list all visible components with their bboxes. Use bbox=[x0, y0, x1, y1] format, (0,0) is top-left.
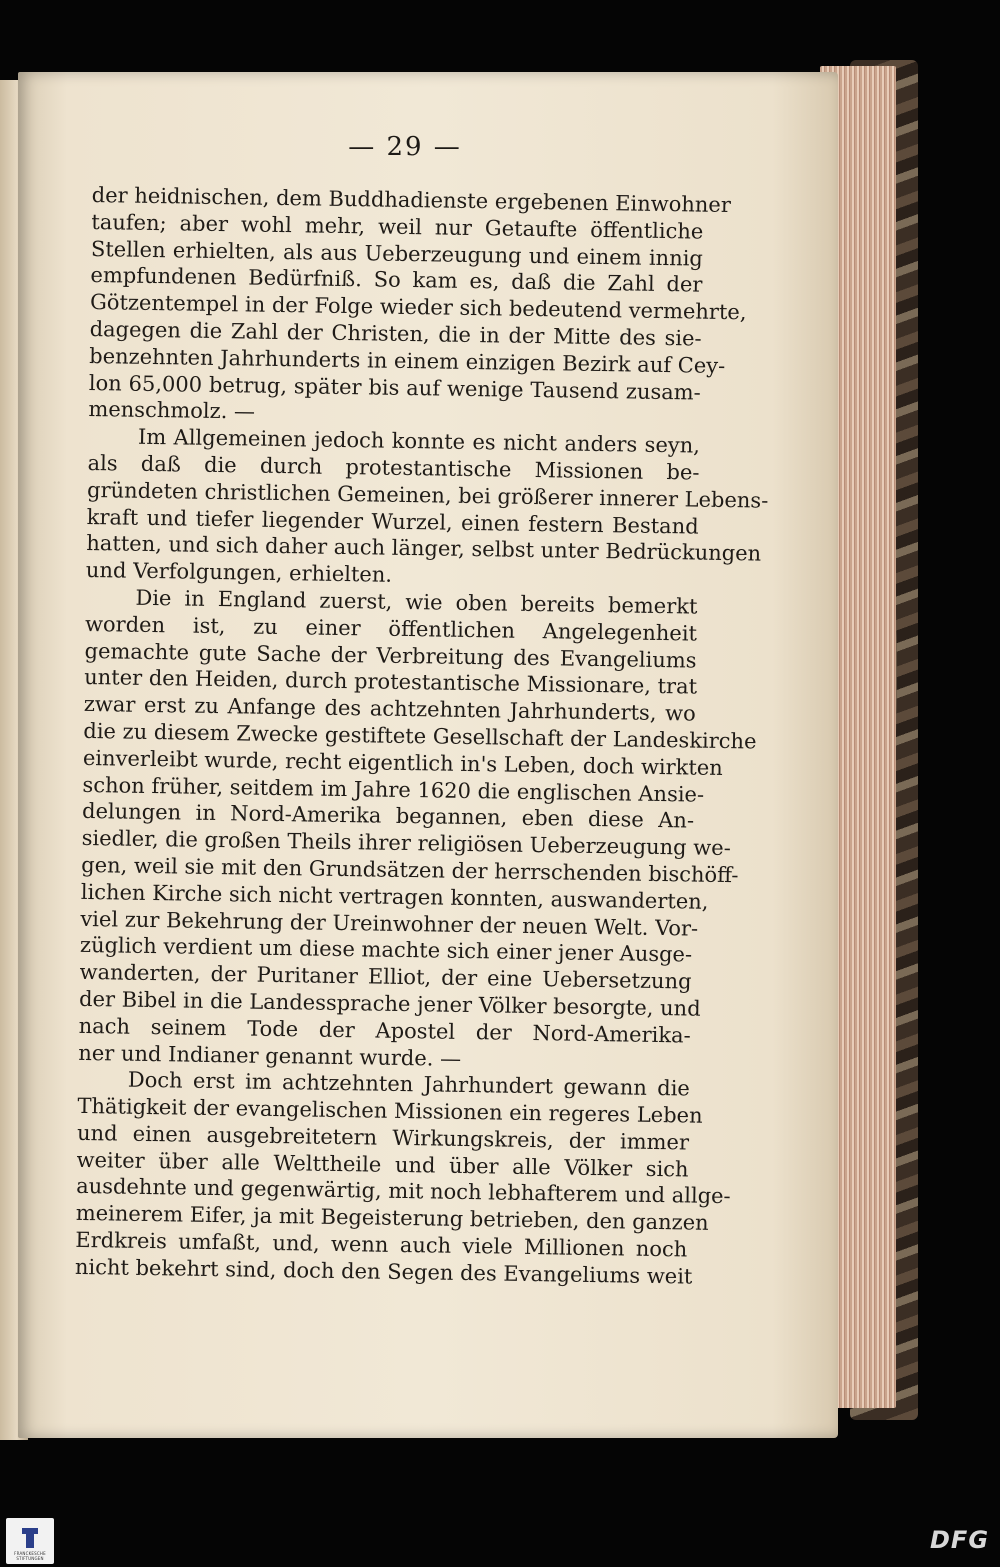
text-line: gemachte gute Sache der Verbreitung des Evangeliums bbox=[84, 638, 697, 673]
page-number: — 29 — bbox=[348, 132, 462, 162]
text-line: der heidnischen, dem Buddhadienste ergebenen Einwohner bbox=[91, 182, 732, 218]
text-line: gründeten christlichen Gemeinen, bei größerer innerer Lebens- bbox=[86, 477, 769, 513]
text-line: lichen Kirche sich nicht vertragen konnten, auswanderten, bbox=[80, 879, 709, 914]
text-line: einverleibt wurde, recht eigentlich in's Leben, doch wirkten bbox=[82, 745, 723, 780]
franckesche-stiftungen-logo bbox=[6, 1518, 54, 1564]
text-line: ausdehnte und gegenwärtig, mit noch lebhafterem und allge- bbox=[76, 1174, 731, 1209]
text-line: lon 65,000 betrug, später bis auf wenige Tausend zusam- bbox=[88, 370, 701, 405]
page-body-text bbox=[74, 182, 769, 1290]
left-logo-text: FRANCKESCHE STIFTUNGEN bbox=[14, 1551, 46, 1561]
text-line: worden ist, zu einer öffentlichen Angelegenheit bbox=[84, 611, 698, 646]
text-line: Erdkreis umfaßt, und, wenn auch viele Millionen noch bbox=[75, 1227, 688, 1262]
dfg-logo: DFG bbox=[930, 1526, 990, 1554]
text-line: zwar erst zu Anfange des achtzehnten Jahrhunderts, wo bbox=[83, 692, 696, 726]
text-line: als daß die durch protestantische Missionen be- bbox=[87, 450, 700, 485]
text-line: und einen ausgebreitetern Wirkungskreis, der immer bbox=[76, 1120, 690, 1155]
text-line: Götzentempel in der Folge wieder sich bedeutend vermehrte, bbox=[89, 290, 747, 325]
text-line: Stellen erhielten, als aus Ueberzeugung und einem innig bbox=[90, 236, 704, 271]
text-line: weiter über alle Welttheile und über alle Völker sich bbox=[76, 1147, 689, 1182]
text-line: züglich verdient um diese machte sich einer jener Ausge- bbox=[79, 933, 693, 967]
text-line: taufen; aber wohl mehr, weil nur Getaufte öffentliche bbox=[91, 209, 704, 244]
text-line: menschmolz. — bbox=[88, 397, 256, 424]
text-line: schon früher, seitdem im Jahre 1620 die englischen Ansie- bbox=[82, 772, 705, 807]
text-line: unter den Heiden, durch protestantische Missionare, trat bbox=[84, 665, 698, 699]
text-line: Thätigkeit der evangelischen Missionen ein regeres Leben bbox=[77, 1093, 703, 1128]
text-line: wanderten, der Puritaner Elliot, der eine Uebersetzung bbox=[79, 960, 692, 994]
text-line: hatten, und sich daher auch länger, selbst unter Bedrückungen bbox=[86, 531, 762, 566]
text-line: die zu diesem Zwecke gestiftete Gesellschaft der Landeskirche bbox=[83, 718, 757, 754]
text-line: und Verfolgungen, erhielten. bbox=[85, 558, 393, 587]
text-line: benzehnten Jahrhunderts in einem einzigen Bezirk auf Cey- bbox=[89, 343, 726, 378]
text-line: nicht bekehrt sind, doch den Segen des Evangeliums weit bbox=[74, 1254, 693, 1289]
text-line: delungen in Nord-Amerika begannen, eben diese An- bbox=[81, 799, 695, 833]
text-line: Die in England zuerst, wie oben bereits bemerkt bbox=[135, 585, 698, 619]
text-line: kraft und tiefer liegender Wurzel, einen festern Bestand bbox=[86, 504, 699, 539]
text-line: Im Allgemeinen jedoch konnte es nicht anders seyn, bbox=[137, 424, 701, 458]
text-line: dagegen die Zahl der Christen, die in der Mitte des sie- bbox=[89, 316, 702, 351]
text-line: empfundenen Bedürfniß. So kam es, daß die Zahl der bbox=[90, 263, 703, 297]
text-line: Doch erst im achtzehnten Jahrhundert gewann die bbox=[127, 1067, 691, 1101]
foundation-emblem-icon bbox=[22, 1528, 38, 1548]
text-line: ner und Indianer genannt wurde. — bbox=[78, 1040, 462, 1071]
text-line: nach seinem Tode der Apostel der Nord-Amerika- bbox=[78, 1013, 691, 1048]
text-line: meinerem Eifer, ja mit Begeisterung betrieben, den ganzen bbox=[75, 1201, 709, 1236]
text-line: der Bibel in die Landessprache jener Völker besorgte, und bbox=[78, 986, 701, 1021]
footer-bar bbox=[0, 1516, 1000, 1567]
text-line: siedler, die großen Theils ihrer religiösen Ueberzeugung we- bbox=[81, 826, 731, 861]
text-line: gen, weil sie mit den Grundsätzen der herrschenden bischöff- bbox=[81, 852, 739, 888]
text-line: viel zur Bekehrung der Ureinwohner der neuen Welt. Vor- bbox=[80, 906, 699, 941]
